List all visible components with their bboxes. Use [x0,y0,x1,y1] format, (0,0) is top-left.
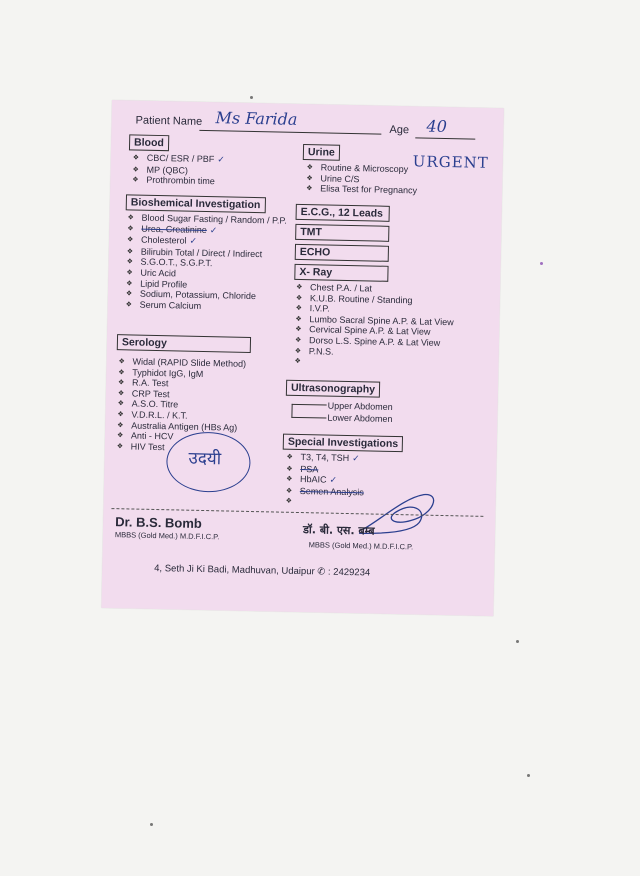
list-item [306,183,417,196]
serology-item-hiv: HIV Test [130,441,165,452]
special-list [286,452,365,498]
serology-item-vdrl: V.D.R.L. / K.T. [131,409,188,421]
scan-speck [250,96,253,99]
urine-item-elisa: Elisa Test for Pregnancy [320,183,418,196]
ecg-heading: E.C.G., 12 Leads [296,204,390,222]
urine-item-cs: Urine C/S [320,172,360,184]
biochem-item-sgot: S.G.O.T., S.G.P.T. [140,257,213,269]
age-underline [415,137,475,139]
scan-speck [150,823,153,826]
biochem-item-uric: Uric Acid [140,267,177,279]
special-item-thyroid: T3, T4, TSH [300,452,350,464]
special-item-semen: Semen Analysis [299,485,364,498]
xray-item-pns: P.N.S. [308,345,334,357]
age-label: Age [389,123,410,137]
special-heading: Special Investigations [283,434,404,453]
check-mark-icon: ✓ [329,475,338,486]
blood-item-cbc: CBC/ ESR / PBF [146,152,215,165]
biochem-item-calcium: Serum Calcium [139,299,202,311]
check-mark-icon: ✓ [189,236,198,248]
biochemical-list [126,212,287,313]
serology-item-hcv: Anti - HCV [130,430,174,442]
urine-list [306,162,418,196]
check-mark-icon: ✓ [352,454,360,465]
xray-item-cervical: Cervical Spine A.P. & Lat View [309,324,431,338]
clinic-address: 4, Seth Ji Ki Badi, Madhuvan, Udaipur ✆ : 2429234 [154,562,371,579]
usg-item-lower: Lower Abdomen [327,412,393,424]
name-underline [199,130,381,135]
serology-item-crp: CRP Test [131,388,170,400]
serology-heading: Serology [117,334,251,353]
biochem-item-lipid: Lipid Profile [140,278,188,290]
echo-heading: ECHO [295,244,389,262]
check-mark-icon: ✓ [217,155,225,166]
xray-item-dorso: Dorso L.S. Spine A.P. & Lat View [308,335,441,348]
ultrasonography-heading: Ultrasonography [286,380,380,398]
biochemical-heading: Bioshemical Investigation [126,194,266,213]
blood-item-mp: MP (QBC) [146,164,188,176]
serology-item-australia: Australia Antigen (HBs Ag) [131,420,238,433]
serology-item-aso: A.S.O. Titre [131,398,179,410]
scan-speck [527,774,530,777]
list-item [132,175,224,188]
stamp-text: उदयी [188,448,222,470]
biochem-item-cholesterol: Cholesterol [140,234,187,246]
list-item [126,299,285,313]
blood-item-prothrombin: Prothrombin time [146,174,215,187]
serology-item-ra: R.A. Test [131,377,169,389]
age-value: 40 [426,116,448,137]
special-item-hba1c: HbAIC [299,474,327,485]
blood-heading: Blood [129,134,169,151]
patient-name-value: Ms Farida [215,108,298,129]
xray-item-lumbo: Lumbo Sacral Spine A.P. & Lat View [309,313,454,327]
xray-list [295,282,455,359]
tmt-heading: TMT [295,224,389,242]
xray-item-chest: Chest P.A. / Lat [310,282,373,294]
prescription-form [101,100,504,616]
urine-item-routine: Routine & Microscopy [320,162,409,175]
doctor-name-hi: डॉ. बी. एस. बम्ब [302,523,375,538]
serology-item-widal: Widal (RAPID Slide Method) [132,356,247,369]
doctor-name-en: Dr. B.S. Bomb [115,514,202,531]
biochem-item-sodium: Sodium, Potassium, Chloride [139,288,257,302]
doctor-qual-en: MBBS (Gold Med.) M.D.F.I.C.P. [114,530,220,542]
ultrasonography-bracket [291,404,326,419]
patient-name-label: Patient Name [135,114,203,128]
scan-speck [516,640,519,643]
xray-item-ivp: I.V.P. [309,303,330,314]
special-item-psa: PSA [300,463,319,474]
usg-item-upper: Upper Abdomen [327,400,393,412]
serology-item-typhidot: Typhidot IgG, IgM [132,367,204,379]
list-item [295,345,453,359]
doctor-qual-hi: MBBS (Gold Med.) M.D.F.I.C.P. [308,540,414,552]
list-item [286,486,364,498]
biochem-item-sugar: Blood Sugar Fasting / Random / P.P. [141,212,287,226]
xray-heading: X- Ray [294,264,388,282]
blood-list [132,152,225,187]
biochem-item-urea: Urea, Creatinine [141,223,207,235]
xray-item-kub: K.U.B. Routine / Standing [309,292,413,305]
scan-speck [540,262,543,265]
check-mark-icon: ✓ [209,225,218,236]
urgent-annotation: URGENT [412,152,489,172]
urine-heading: Urine [303,144,340,161]
biochem-item-bilirubin: Bilirubin Total / Direct / Indirect [140,246,263,259]
